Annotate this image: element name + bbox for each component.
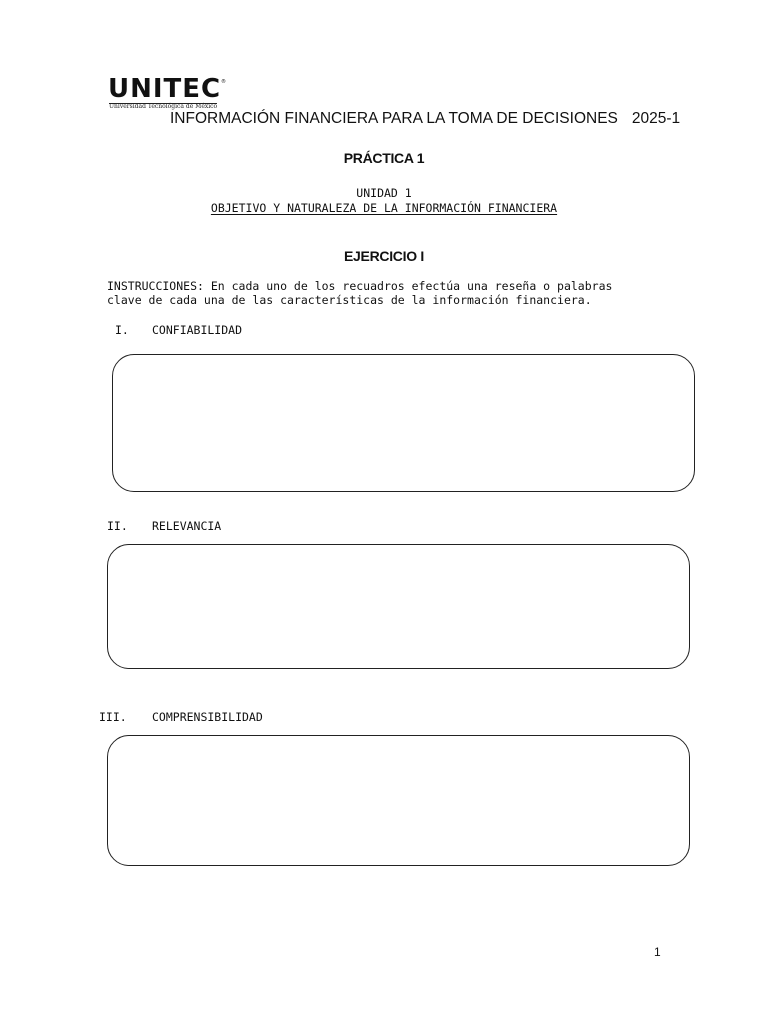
answer-box-confiabilidad[interactable] xyxy=(112,354,695,492)
unit-subtitle-text: OBJETIVO Y NATURALEZA DE LA INFORMACIÓN FINANCIERA xyxy=(210,201,558,215)
section-number: I. xyxy=(115,323,129,337)
course-period: 2025-1 xyxy=(631,110,681,127)
section-number: III. xyxy=(99,710,127,724)
section-heading-relevancia xyxy=(107,519,221,533)
section-number: II. xyxy=(107,519,128,533)
logo-wordmark: UNITEC xyxy=(108,74,222,104)
unit-subtitle xyxy=(0,201,768,215)
logo-subtitle: Universidad Tecnológica de México xyxy=(109,103,218,110)
answer-box-comprensibilidad[interactable] xyxy=(107,735,690,866)
practice-title: PRÁCTICA 1 xyxy=(343,150,425,166)
exercise-title: EJERCICIO I xyxy=(344,248,424,264)
unit-label: UNIDAD 1 xyxy=(356,186,412,200)
answer-box-relevancia[interactable] xyxy=(107,544,690,669)
logo-trademark: ® xyxy=(221,79,226,85)
section-heading-confiabilidad xyxy=(115,323,242,337)
section-heading-comprensibilidad xyxy=(99,710,263,724)
unitec-logo xyxy=(108,74,232,110)
section-title: RELEVANCIA xyxy=(152,519,222,533)
course-header xyxy=(170,110,680,128)
course-title: INFORMACIÓN FINANCIERA PARA LA TOMA DE DECISIONES xyxy=(170,110,618,127)
section-title: COMPRENSIBILIDAD xyxy=(152,710,263,724)
page-number: 1 xyxy=(654,945,661,959)
section-title: CONFIABILIDAD xyxy=(152,323,243,337)
instructions-text: INSTRUCCIONES: En cada uno de los recuadros efectúa una reseña o palabras clave de cada una de las características de la información financiera. xyxy=(107,279,613,307)
